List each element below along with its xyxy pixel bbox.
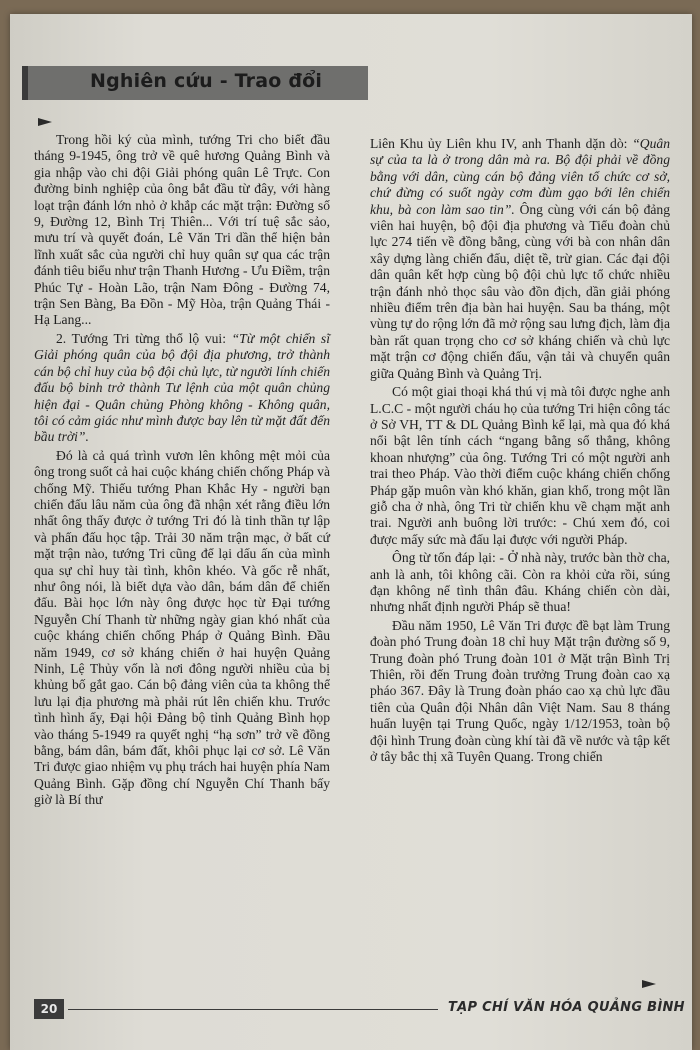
footer-divider — [68, 1009, 438, 1010]
paragraph: Đầu năm 1950, Lê Văn Tri được đề bạt làm Trung đoàn phó Trung đoàn 18 chỉ huy Mặt trận đường số 9, Trung đoàn phó Trung đoàn 101 ở Mặt trận Bình Trị Thiên, rồi đến Trung đoàn trưởng Trung đoàn cao xạ pháo 367. Đây là Trung đoàn pháo cao xạ chủ lực đầu tiên của Quân đội Nhân dân Việt Nam. Sau 8 tháng huấn luyện tại Trung Quốc, ngày 1/12/1953, toàn bộ đội hình Trung đoàn cùng khí tài đã về nước và tập kết ở tây bắc thị xã Tuyên Quang. Trong chiến — [370, 617, 670, 765]
quote: “Quân sự của ta là ở trong dân mà ra. Bộ đội phải về đồng bằng với dân, cùng cán bộ đảng viên tổ chức cơ sở, chứ đừng có suốt ngày cơm đùm gạo bới lên chiến khu, bà con làm sao tin”. — [370, 136, 670, 217]
paragraph: Đó là cả quá trình vươn lên không mệt mỏi của ông trong suốt cả hai cuộc kháng chiến chống Pháp và chống Mỹ. Thiếu tướng Phan Khắc Hy - người bạn chiến đấu lâu năm của ông đã nhận xét rằng điều lớn nhất ông thấy được ở tướng Tri đó là tinh thần tự lập và phấn đấu học tập. Trải 30 năm trận mạc, ở bất cứ mặt trận nào, tướng Tri cũng để lại dấu ấn của mình qua sự chỉ huy tài tình, khôn khéo. Và gốc rễ nhất, như ông nói, là biết dựa vào dân, bám dân để chiến đấu. Bài học lớn này ông được học từ Đại tướng Nguyễn Chí Thanh từ những ngày gian khó nhất của cuộc kháng chiến chống Pháp ở Quảng Bình. Đầu năm 1949, cơ sở kháng chiến ở hai huyện Quảng Ninh, Lệ Thủy vốn là nơi đông người nhiều của bị khủng bố gắt gao. Cán bộ đảng viên của ta không thể lưu lại địa phương mà phải rút lên chiến khu. Trước tình hình ấy, Đại hội Đảng bộ tỉnh Quảng Bình họp vào tháng 5-1949 ra quyết nghị “hạ sơn” trở về đồng bằng, bám dân, bám đất, khôi phục lại cơ sở. Lê Văn Tri được giao nhiệm vụ phụ trách hai huyện phía Nam Quảng Bình. Gặp đồng chí Nguyễn Chí Thanh bấy giờ là Bí thư — [34, 447, 330, 808]
right-text-column — [370, 136, 670, 765]
paragraph — [370, 136, 670, 382]
paragraph: Có một giai thoại khá thú vị mà tôi được nghe anh L.C.C - một người cháu họ của tướng Tri hiện công tác ở Sở VH, TT & DL Quảng Bình kể lại, mà qua đó khá nổi bật lên tính cách “ngang bằng sổ thẳng, không khoan nhượng” của ông. Tướng Tri có một người anh trai theo Pháp. Vào thời điểm cuộc kháng chiến chống Pháp gặp muôn vàn khó khăn, gian khổ, trong một lần giỗ cha ở nhà, ông Tri từ chiến khu về chạm mặt anh trai. Người anh buông lời trước: - Chú xem đó, coi được mấy sức mà đấu lại được với người Pháp. — [370, 384, 670, 547]
paragraph: Trong hồi ký của mình, tướng Tri cho biết đầu tháng 9-1945, ông trở về quê hương Quảng Bình và gia nhập vào chi đội Giải phóng quân Lê Trực. Con đường binh nghiệp của ông bắt đầu từ đây, với hàng loạt trận đánh lớn nhỏ ở khắp các mặt trận: Đường số 9, Đường 12, Bình Trị Thiên... Với trí tuệ sắc sảo, mưu trí và quyết đoán, Lê Văn Tri dần thể hiện bản lĩnh xuất sắc của người chỉ huy quân sự qua các trận đánh tiêu biểu như trận Thanh Hương - Ưu Điềm, trận Phúc Tự - Hoàn Lão, trận Nam Đông - Đường 74, trận Sen Bàng, Ba Đồn - Mỹ Hòa, trận Quảng Thái - Hạ Lang... — [34, 132, 330, 328]
paragraph — [34, 331, 330, 446]
paragraph: Ông từ tốn đáp lại: - Ở nhà này, trước bàn thờ cha, anh là anh, tôi không cãi. Còn ra khỏi cửa rồi, súng đạn không nể tình thân đâu. Kháng chiến còn dài, nhưng nhất định người Pháp sẽ thua! — [370, 550, 670, 615]
journal-name: TẠP CHÍ VĂN HÓA QUẢNG BÌNH — [448, 1000, 685, 1015]
section-title: Nghiên cứu - Trao đổi — [90, 70, 323, 92]
paragraph-lead: Liên Khu ủy Liên khu IV, anh Thanh dặn dò: — [370, 136, 633, 151]
arrow-right-icon — [38, 118, 52, 126]
page-number: 20 — [34, 999, 64, 1019]
paragraph-lead: 2. Tướng Tri từng thổ lộ vui: — [56, 330, 232, 346]
continue-arrow-icon — [642, 980, 656, 988]
left-text-column — [34, 132, 330, 809]
journal-page — [10, 14, 692, 1050]
quote: “Từ một chiến sĩ Giải phóng quân của bộ đội địa phương, trở thành cán bộ chỉ huy của bộ đội chủ lực, từ người lính chiến đấu bộ binh trở thành Tư lệnh của một quân chủng hiện đại - Quân chủng Phòng không - Không quân, tôi có cảm giác như mình được bay lên từ mặt đất đến bầu trời”. — [34, 330, 330, 445]
paragraph-rest: Ông cùng với cán bộ đảng viên hai huyện, bộ đội địa phương và Tiểu đoàn chủ lực 274 tiến về đồng bằng, cùng với bà con nhân dân xây dựng làng chiến đấu, diệt tề, trừ gian. Các đại đội dân quân kết hợp cùng bộ đội chủ lực tổ chức nhiều trận đánh nhỏ thọc sâu vào đồn địch, dần giải phóng nhiều điểm trên địa bàn hai huyện. Sau ba tháng, một vùng tự do rộng lớn đã mở rộng sau lưng địch, làm địa bàn rất quan trọng cho cơ sở kháng chiến và chủ lực mặt trận cơ động chiến đấu, vận tải và chuyển quân giữa Quảng Bình và Quảng Trị. — [370, 201, 670, 381]
